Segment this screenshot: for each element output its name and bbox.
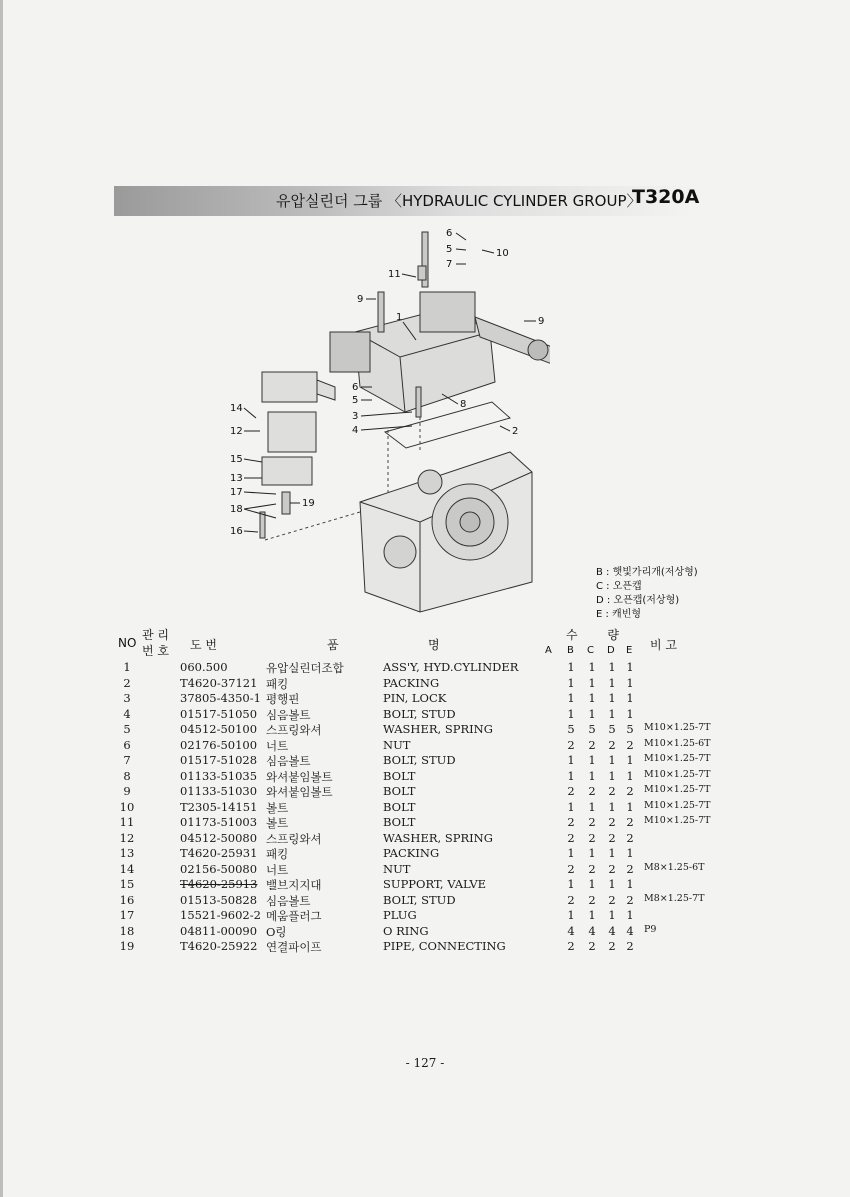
table-cell: 연결파이프 bbox=[266, 940, 322, 954]
table-cell: 패킹 bbox=[266, 676, 289, 691]
table-row bbox=[0, 769, 850, 784]
table-cell: 2 bbox=[567, 830, 575, 845]
callout-5b bbox=[352, 395, 372, 406]
svg-text:6: 6 bbox=[352, 382, 359, 393]
callout-18 bbox=[230, 504, 276, 518]
table-row bbox=[0, 660, 850, 675]
table-cell: 1 bbox=[626, 753, 634, 767]
table-cell: 9 bbox=[123, 784, 131, 798]
callout-19 bbox=[290, 498, 315, 509]
table-cell: 2 bbox=[626, 815, 634, 829]
table-cell: 1 bbox=[608, 846, 616, 860]
table-cell: 13 bbox=[119, 846, 135, 860]
table-cell: BOLT, STUD bbox=[383, 706, 456, 721]
table-cell: PACKING bbox=[383, 675, 440, 690]
table-cell: NUT bbox=[383, 737, 411, 752]
table-cell: 볼트 bbox=[266, 816, 289, 830]
table-row bbox=[0, 893, 850, 908]
table-cell: 10 bbox=[119, 799, 135, 814]
table-cell: 2 bbox=[608, 939, 616, 953]
table-cell: 심음볼트 bbox=[266, 754, 311, 768]
callout-9b bbox=[524, 316, 544, 327]
table-cell: O링 bbox=[266, 924, 287, 939]
table-cell: NUT bbox=[383, 861, 411, 876]
header-col-d: D bbox=[607, 645, 615, 656]
callout-10 bbox=[482, 248, 509, 259]
table-cell: 스프링와셔 bbox=[266, 723, 322, 737]
table-cell: 1 bbox=[588, 768, 596, 783]
header-qty: 수 량 bbox=[566, 628, 619, 642]
table-cell: 5 bbox=[626, 722, 634, 736]
svg-text:4: 4 bbox=[352, 425, 359, 436]
table-cell: 1 bbox=[608, 691, 616, 705]
header-drawing: 도 번 bbox=[190, 638, 217, 652]
table-cell: 2 bbox=[588, 939, 596, 953]
table-cell: 심음볼트 bbox=[266, 707, 311, 722]
table-cell: 1 bbox=[588, 675, 596, 690]
table-cell: 1 bbox=[588, 753, 596, 767]
table-cell: T2305-14151 bbox=[180, 799, 258, 814]
svg-text:17: 17 bbox=[230, 487, 243, 498]
table-cell: 17 bbox=[119, 908, 135, 922]
svg-text:8: 8 bbox=[460, 399, 467, 410]
table-cell: 14 bbox=[119, 861, 135, 876]
legend-item: D : 오픈캡(저상형) bbox=[596, 595, 680, 606]
svg-text:15: 15 bbox=[230, 454, 243, 465]
table-cell: WASHER, SPRING bbox=[383, 830, 493, 845]
callout-14 bbox=[230, 403, 256, 418]
table-cell: 02156-50080 bbox=[180, 861, 258, 876]
callout-12 bbox=[230, 426, 260, 437]
header-col-e: E bbox=[626, 645, 633, 656]
callout-13 bbox=[230, 473, 262, 484]
callout-9a bbox=[357, 294, 376, 305]
table-cell: WASHER, SPRING bbox=[383, 722, 493, 736]
table-cell: 11 bbox=[119, 815, 135, 829]
table-cell: 2 bbox=[588, 784, 596, 798]
table-cell: 1 bbox=[567, 846, 575, 860]
table-cell: 2 bbox=[608, 892, 616, 907]
legend-item: C : 오픈캡 bbox=[596, 581, 642, 592]
callout-8 bbox=[442, 394, 466, 410]
table-cell: 5 bbox=[567, 722, 575, 736]
table-cell: 04512-50080 bbox=[180, 830, 258, 845]
table-row bbox=[0, 908, 850, 923]
table-cell: 1 bbox=[608, 877, 616, 891]
svg-text:16: 16 bbox=[230, 526, 243, 537]
table-cell: 2 bbox=[567, 784, 575, 798]
table-cell: 2 bbox=[123, 675, 131, 690]
table-cell: 1 bbox=[567, 768, 575, 783]
table-cell: M10×1.25-7T bbox=[644, 768, 711, 780]
table-cell: 2 bbox=[626, 861, 634, 876]
table-cell: 12 bbox=[119, 830, 135, 845]
table-row bbox=[0, 800, 850, 815]
table-row bbox=[0, 831, 850, 846]
table-cell: 패킹 bbox=[266, 847, 289, 861]
table-cell: 와셔붙임볼트 bbox=[266, 785, 333, 799]
table-cell: 1 bbox=[567, 691, 575, 705]
legend bbox=[596, 566, 698, 622]
table-cell: 1 bbox=[567, 877, 575, 891]
table-cell: 1 bbox=[588, 799, 596, 814]
table-row bbox=[0, 924, 850, 939]
table-cell: 2 bbox=[567, 737, 575, 752]
callout-3 bbox=[352, 411, 412, 422]
table-row bbox=[0, 862, 850, 877]
table-row bbox=[0, 939, 850, 954]
table-cell: M8×1.25-6T bbox=[644, 861, 705, 873]
table-cell: 1 bbox=[588, 706, 596, 721]
table-cell: 1 bbox=[626, 846, 634, 860]
table-cell: 3 bbox=[123, 691, 131, 705]
svg-text:3: 3 bbox=[352, 411, 359, 422]
table-cell: M10×1.25-7T bbox=[644, 799, 711, 811]
table-cell: 1 bbox=[588, 908, 596, 922]
table-cell: 1 bbox=[608, 799, 616, 814]
table-cell: 1 bbox=[567, 660, 575, 674]
table-cell: M10×1.25-7T bbox=[644, 815, 711, 826]
table-cell: 너트 bbox=[266, 738, 289, 753]
table-cell: 밸브지지대 bbox=[266, 878, 322, 892]
table-cell: 4 bbox=[588, 923, 596, 938]
table-cell: BOLT, STUD bbox=[383, 753, 456, 767]
table-cell: 스프링와셔 bbox=[266, 831, 322, 846]
table-row bbox=[0, 722, 850, 737]
table-cell: 18 bbox=[119, 923, 135, 938]
table-cell: 2 bbox=[588, 830, 596, 845]
table-cell: P9 bbox=[644, 923, 657, 935]
table-cell: 1 bbox=[608, 768, 616, 783]
page-number: - 127 - bbox=[405, 1056, 445, 1070]
header-col-a: A bbox=[545, 645, 552, 656]
table-cell: 1 bbox=[588, 846, 596, 860]
table-cell: 02176-50100 bbox=[180, 737, 258, 752]
table-cell: 2 bbox=[567, 939, 575, 953]
table-cell: 6 bbox=[123, 737, 131, 752]
cylinder-assembly bbox=[330, 292, 550, 412]
svg-text:10: 10 bbox=[496, 248, 509, 259]
table-cell: M10×1.25-7T bbox=[644, 784, 711, 795]
table-cell: M10×1.25-6T bbox=[644, 737, 711, 749]
table-row bbox=[0, 815, 850, 830]
page-title: 유압실린더 그룹 〈HYDRAULIC CYLINDER GROUP〉 bbox=[276, 192, 642, 210]
table-cell: 1 bbox=[567, 753, 575, 767]
table-row bbox=[0, 676, 850, 691]
svg-text:9: 9 bbox=[357, 294, 364, 305]
table-cell: 2 bbox=[588, 861, 596, 876]
table-cell: O RING bbox=[383, 923, 429, 938]
table-cell: BOLT bbox=[383, 815, 416, 829]
table-cell: 1 bbox=[567, 799, 575, 814]
exploded-parts-diagram bbox=[220, 222, 550, 622]
table-cell: BOLT, STUD bbox=[383, 892, 456, 907]
header-remark: 비 고 bbox=[650, 638, 677, 652]
table-cell: BOLT bbox=[383, 799, 416, 814]
table-cell: 1 bbox=[626, 908, 634, 922]
svg-text:5: 5 bbox=[446, 244, 453, 255]
callout-16 bbox=[230, 526, 258, 537]
svg-text:2: 2 bbox=[512, 426, 519, 437]
table-cell: 01133-51030 bbox=[180, 784, 258, 798]
table-cell: 1 bbox=[626, 660, 634, 674]
table-cell: 유압실린더조합 bbox=[266, 661, 344, 675]
table-row bbox=[0, 707, 850, 722]
table-cell: M10×1.25-7T bbox=[644, 722, 711, 733]
table-cell: 2 bbox=[608, 737, 616, 752]
table-cell: 01133-51035 bbox=[180, 768, 258, 783]
table-cell: 04512-50100 bbox=[180, 722, 258, 736]
table-cell: 2 bbox=[567, 861, 575, 876]
header-mgmt-2: 번 호 bbox=[142, 644, 169, 658]
table-cell: 4 bbox=[608, 923, 616, 938]
table-cell: 5 bbox=[608, 722, 616, 736]
table-cell: BOLT bbox=[383, 784, 416, 798]
table-cell: M8×1.25-7T bbox=[644, 892, 705, 904]
legend-item: B : 햇빛가리개(저상형) bbox=[596, 567, 698, 578]
table-cell: 01173-51003 bbox=[180, 815, 258, 829]
table-cell: BOLT bbox=[383, 768, 416, 783]
header-mgmt: 관 리 bbox=[142, 628, 169, 642]
callout-2 bbox=[500, 426, 518, 437]
table-row bbox=[0, 846, 850, 861]
transmission-housing bbox=[360, 452, 532, 612]
legend-item: E : 캐빈형 bbox=[596, 609, 642, 620]
callout-15 bbox=[230, 454, 262, 465]
table-cell: M10×1.25-7T bbox=[644, 753, 711, 764]
table-cell: 2 bbox=[588, 737, 596, 752]
svg-text:7: 7 bbox=[446, 259, 453, 270]
table-cell: PIN, LOCK bbox=[383, 691, 447, 705]
table-cell: 2 bbox=[626, 737, 634, 752]
svg-text:5: 5 bbox=[352, 395, 359, 406]
header-name: 명 bbox=[428, 638, 440, 652]
table-cell: 8 bbox=[123, 768, 131, 783]
svg-text:11: 11 bbox=[388, 269, 401, 280]
svg-text:6: 6 bbox=[446, 228, 453, 239]
table-cell: 1 bbox=[567, 706, 575, 721]
table-cell: 4 bbox=[123, 706, 131, 721]
table-cell: 1 bbox=[608, 675, 616, 690]
svg-text:19: 19 bbox=[302, 498, 315, 509]
table-row bbox=[0, 753, 850, 768]
table-cell: 1 bbox=[588, 691, 596, 705]
table-cell: 1 bbox=[608, 753, 616, 767]
table-cell: SUPPORT, VALVE bbox=[383, 877, 487, 891]
table-cell: 7 bbox=[123, 753, 131, 767]
table-cell: 1 bbox=[608, 660, 616, 674]
table-cell: 2 bbox=[608, 830, 616, 845]
header-col-b: B bbox=[567, 645, 574, 656]
svg-text:13: 13 bbox=[230, 473, 243, 484]
table-cell: 2 bbox=[626, 784, 634, 798]
svg-text:1: 1 bbox=[396, 312, 403, 323]
table-cell: PIPE, CONNECTING bbox=[383, 939, 506, 953]
table-cell: 볼트 bbox=[266, 800, 289, 815]
valve-block bbox=[262, 372, 335, 485]
table-row bbox=[0, 738, 850, 753]
table-cell: 1 bbox=[626, 799, 634, 814]
callout-7 bbox=[446, 259, 466, 270]
table-cell: 1 bbox=[626, 768, 634, 783]
callout-11 bbox=[388, 269, 416, 280]
table-cell: PLUG bbox=[383, 908, 417, 922]
table-cell: 너트 bbox=[266, 862, 289, 877]
table-cell: 2 bbox=[608, 784, 616, 798]
table-cell: 1 bbox=[588, 877, 596, 891]
table-cell: 15521-9602-2 bbox=[180, 908, 261, 922]
table-cell: 19 bbox=[119, 939, 135, 953]
table-cell: 1 bbox=[626, 675, 634, 690]
header-item: 품 bbox=[327, 638, 339, 652]
table-cell: 심음볼트 bbox=[266, 893, 311, 908]
table-cell: 1 bbox=[588, 660, 596, 674]
table-cell: 5 bbox=[123, 722, 131, 736]
table-cell: T4620-25922 bbox=[180, 939, 258, 953]
table-cell: 2 bbox=[567, 892, 575, 907]
table-cell: 37805-4350-1 bbox=[180, 691, 261, 705]
table-cell: 평행핀 bbox=[266, 692, 300, 706]
table-cell: 1 bbox=[626, 706, 634, 721]
table-cell: PACKING bbox=[383, 846, 440, 860]
svg-text:14: 14 bbox=[230, 403, 243, 414]
callout-5a bbox=[446, 244, 466, 255]
table-cell: 2 bbox=[626, 830, 634, 845]
header-col-c: C bbox=[587, 645, 594, 656]
table-cell: 5 bbox=[588, 722, 596, 736]
table-cell: 1 bbox=[567, 908, 575, 922]
table-cell: 16 bbox=[119, 892, 135, 907]
callout-17 bbox=[230, 487, 276, 498]
table-cell: ASS'Y, HYD.CYLINDER bbox=[383, 660, 519, 674]
table-cell: 01517-51028 bbox=[180, 753, 258, 767]
table-cell: 메움플러그 bbox=[266, 909, 322, 923]
table-cell: 2 bbox=[567, 815, 575, 829]
table-cell: 2 bbox=[626, 939, 634, 953]
svg-text:18: 18 bbox=[230, 504, 243, 515]
model-code: T320A bbox=[632, 186, 700, 208]
table-cell: 4 bbox=[626, 923, 634, 938]
table-cell: 1 bbox=[626, 691, 634, 705]
table-cell: T4620-37121 bbox=[180, 675, 258, 690]
table-cell: 2 bbox=[608, 861, 616, 876]
svg-text:9: 9 bbox=[538, 316, 545, 327]
table-cell: 1 bbox=[567, 675, 575, 690]
header-no: NO bbox=[118, 636, 137, 650]
callout-4 bbox=[352, 425, 412, 436]
callout-6a bbox=[446, 228, 466, 240]
table-row bbox=[0, 691, 850, 706]
table-cell: 1 bbox=[123, 660, 131, 674]
table-cell: 2 bbox=[588, 892, 596, 907]
table-cell: 2 bbox=[626, 892, 634, 907]
table-cell: 060.500 bbox=[180, 660, 228, 674]
table-cell: 2 bbox=[608, 815, 616, 829]
table-cell: 04811-00090 bbox=[180, 923, 258, 938]
table-row bbox=[0, 784, 850, 799]
table-cell: 1 bbox=[626, 877, 634, 891]
table-cell: 2 bbox=[588, 815, 596, 829]
table-cell: T4620-25931 bbox=[180, 846, 258, 860]
table-cell: T4620-25913 bbox=[180, 877, 258, 891]
table-row bbox=[0, 877, 850, 892]
table-cell: 와셔붙임볼트 bbox=[266, 769, 333, 784]
table-cell: 4 bbox=[567, 923, 575, 938]
table-cell: 01517-51050 bbox=[180, 706, 258, 721]
table-cell: 1 bbox=[608, 908, 616, 922]
table-cell: 01513-50828 bbox=[180, 892, 258, 907]
svg-text:12: 12 bbox=[230, 426, 243, 437]
table-cell: 15 bbox=[119, 877, 135, 891]
table-cell: 1 bbox=[608, 706, 616, 721]
